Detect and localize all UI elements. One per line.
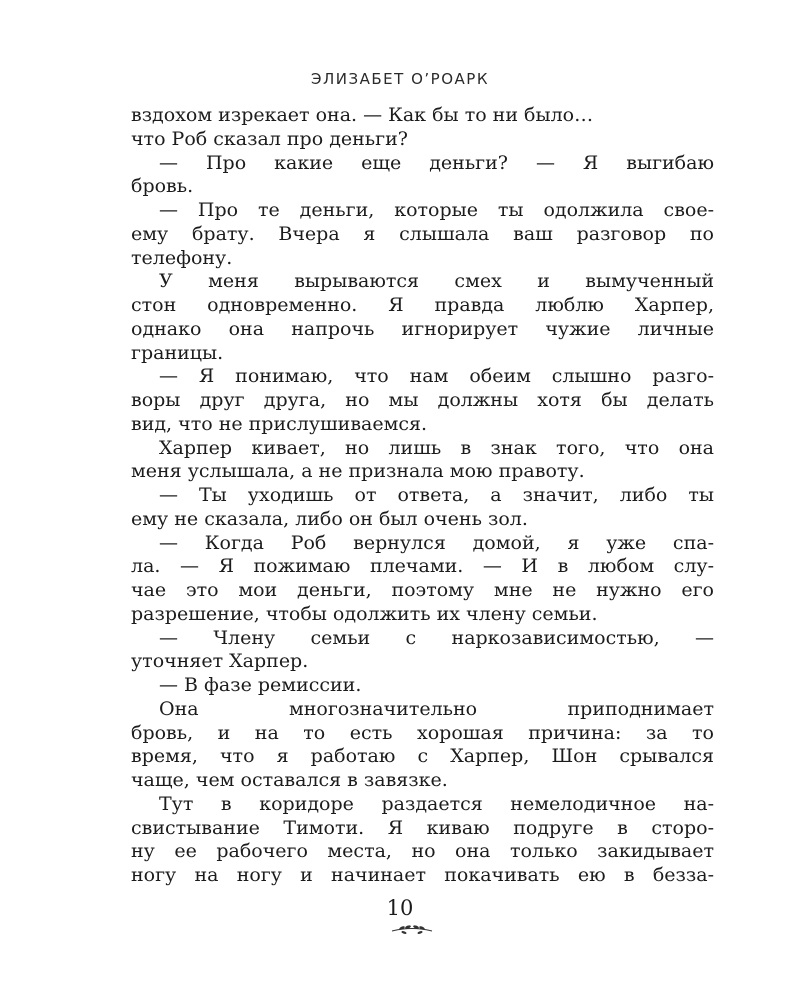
text-line: — Про какие еще деньги? — Я выгибаю — [159, 151, 714, 174]
text-line: ногу на ногу и начинает покачивать ею в безза- — [131, 864, 714, 886]
text-line: ему не сказала, либо он был очень зол. — [131, 507, 528, 530]
text-line: разрешение, чтобы одолжить их члену семьи. — [131, 602, 598, 625]
text-line: стон одновременно. Я правда люблю Харпер, — [131, 294, 714, 316]
text-line: ему брату. Вчера я слышала ваш разговор по — [131, 222, 714, 245]
text-line: ла. — Я пожимаю плечами. — И в любом слу- — [131, 555, 714, 578]
text-line: уточняет Харпер. — [131, 650, 309, 673]
leaf-sprig-icon — [390, 922, 434, 936]
text-line: — Про те деньги, которые ты одолжила свое- — [159, 199, 714, 221]
text-line: однако она напрочь игнорирует чужие личные — [131, 317, 714, 340]
text-line: бровь. — [131, 175, 194, 198]
text-line: — Когда Роб вернулся домой, я уже спа- — [159, 531, 714, 554]
text-line: У меня вырываются смех и вымученный — [159, 270, 714, 293]
text-line: время, что я работаю с Харпер, Шон срывался — [131, 745, 714, 768]
text-line: — Ты уходишь от ответа, а значит, либо ты — [159, 484, 714, 506]
text-line: свистывание Тимоти. Я киваю подруге в сторо- — [131, 816, 714, 839]
text-line: что Роб сказал про деньги? — [131, 127, 408, 150]
text-line: ну ее рабочего места, но она только закидывает — [131, 840, 714, 863]
text-line: телефону. — [131, 246, 233, 269]
text-line: чаще, чем оставался в завязке. — [131, 769, 448, 791]
page-text — [131, 104, 714, 888]
text-line: — Я понимаю, что нам обеим слышно разго- — [159, 365, 714, 388]
text-line: — В фазе ремиссии. — [159, 674, 362, 696]
text-line: воры друг друга, но мы должны хотя бы делать — [131, 389, 714, 411]
text-line: бровь, и на то есть хорошая причина: за то — [131, 721, 714, 744]
text-line: вздохом изрекает она. — Как бы то ни было… — [131, 104, 594, 126]
text-line: Тут в коридоре раздается немелодичное на- — [159, 792, 714, 815]
running-head-author: ЭЛИЗАБЕТ О’РОАРК — [311, 70, 489, 88]
text-line: — Члену семьи с наркозависимостью, — — [159, 626, 714, 649]
text-line: меня услышала, а не признала мою правоту. — [131, 460, 585, 483]
text-line: границы. — [131, 341, 224, 364]
text-line: Харпер кивает, но лишь в знак того, что она — [159, 436, 714, 459]
text-line: вид, что не прислушиваемся. — [131, 412, 428, 435]
text-line: Она многозначительно приподнимает — [159, 697, 714, 720]
page-number: 10 — [386, 896, 414, 920]
text-line: чае это мои деньги, поэтому мне не нужно его — [131, 579, 714, 601]
